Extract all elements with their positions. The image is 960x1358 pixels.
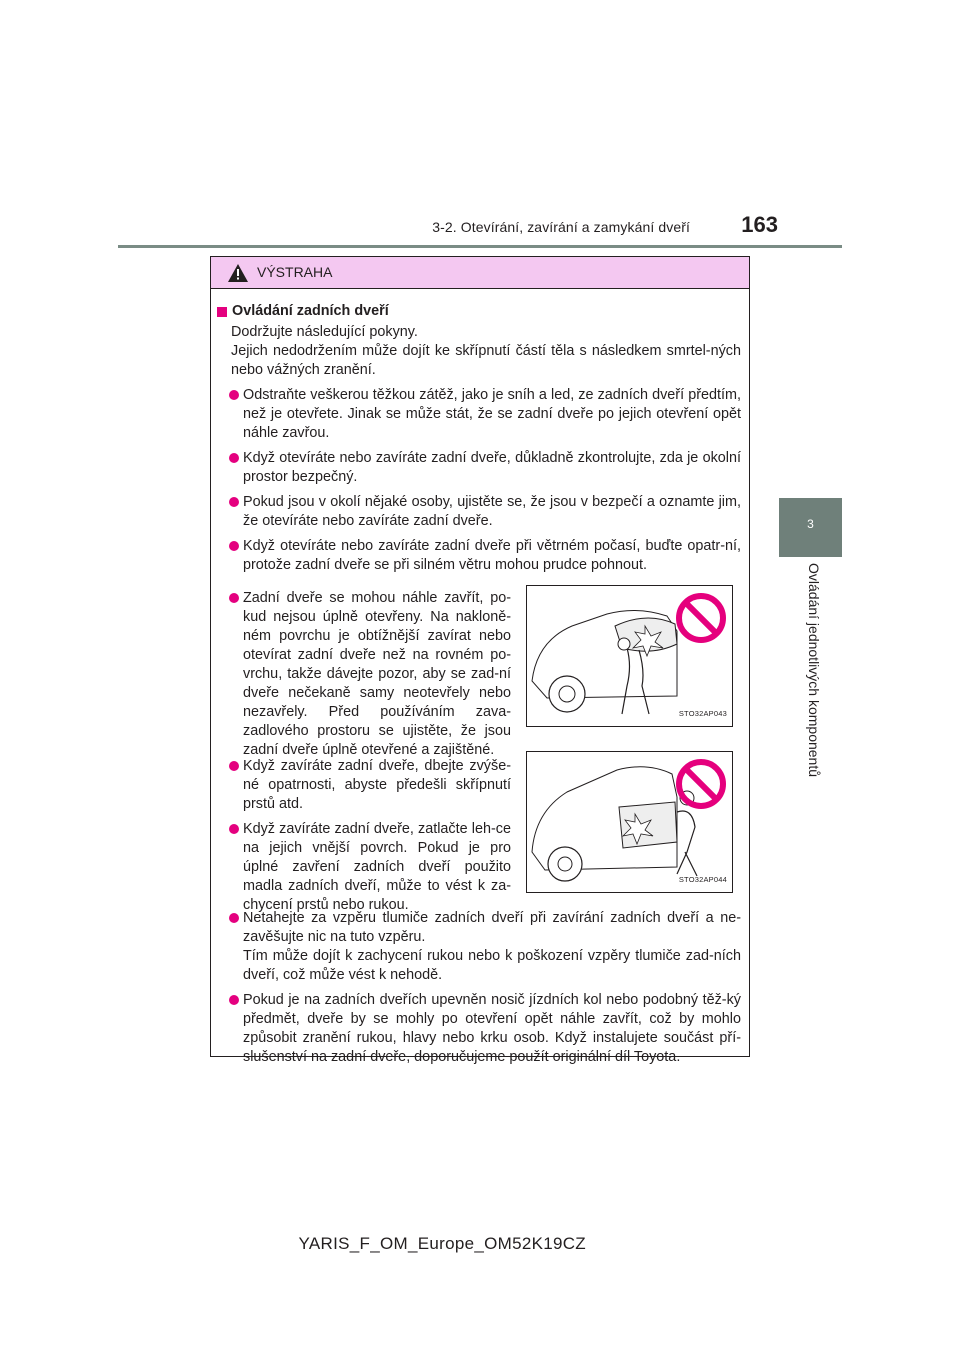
section-title-text: Ovládání zadních dveří — [232, 303, 389, 319]
list-item: Zadní dveře se mohou náhle zavřít, po-kud nejsou úplně otevřeny. Na nakloně-ném povrchu je obtížnější zavírat nebo otevírat zadní dveře než na rovném po-vrchu, takže dávejte pozor, aby se zad-ní dveře nečekaně samy neotevřely nebo nezavřely. Před používáním zava-zadlového prostoru se ujistěte, že jsou zadní dveře úplně otevřené a zajištěné. — [243, 590, 511, 758]
square-bullet-icon — [217, 307, 227, 317]
prohibition-icon — [679, 762, 723, 806]
document-code: YARIS_F_OM_Europe_OM52K19CZ — [298, 1234, 586, 1253]
page-number: 163 — [741, 212, 778, 237]
running-header: 3-2. Otevírání, zavírání a zamykání dveří — [432, 219, 690, 235]
list-item: Když zavíráte zadní dveře, dbejte zvýše-né opatrnosti, abyste předešli skřípnutí prstů atd. — [243, 758, 511, 812]
prohibition-icon — [679, 596, 723, 640]
figure-row-1 — [211, 589, 749, 758]
figure-1-illustration — [526, 585, 733, 727]
list-item: Když otevíráte nebo zavíráte zadní dveře při větrném počasí, buďte opatr-ní, protože zadní dveře se při silném větru mohou prudce pohnout. — [243, 538, 741, 573]
intro-line: Dodržujte následující pokyny. — [231, 324, 418, 340]
figure-row-2 — [211, 753, 749, 913]
figure-code: STO32AP043 — [678, 709, 727, 718]
list-item: Netahejte za vzpěru tlumiče zadních dveří při zavírání zadních dveří a ne-zavěšujte nic na tuto vzpěru. Tím může dojít k zachycení rukou nebo k poškození vzpěry tlumiče zad-ních dveří, což může vést k nehodě. — [243, 910, 741, 983]
warning-header — [211, 257, 749, 289]
intro-line: Jejich nedodržením může dojít ke skřípnutí částí těla s následkem smrtel-ných nebo vážných zranění. — [231, 343, 741, 378]
chapter-tab-label: Ovládání jednotlivých komponentů — [806, 563, 822, 778]
list-item: Když zavíráte zadní dveře, zatlačte leh-ce na jejich vnější povrch. Pokud je pro úplné zavření zadních dveří použito madla zadních dveří, může to vést k za-chycení prstů nebo rukou. — [243, 821, 511, 913]
figure-code: STO32AP044 — [678, 875, 727, 884]
figure-2-text — [211, 753, 511, 915]
list-item: Když otevíráte nebo zavíráte zadní dveře, důkladně zkontrolujte, zda je okolní prostor bezpečný. — [243, 450, 741, 485]
section-title — [217, 302, 749, 321]
chapter-tab — [779, 498, 842, 557]
warning-label: VÝSTRAHA — [257, 264, 333, 280]
list-item: Odstraňte veškerou těžkou zátěž, jako je sníh a led, ze zadních dveří předtím, než je otevřete. Jinak se může stát, že se zadní dveře po jejich otevření opět náhle zavřou. — [243, 387, 741, 441]
warning-triangle-icon — [228, 264, 248, 282]
list-item: Pokud jsou v okolí nějaké osoby, ujistěte se, že jsou v bezpečí a oznamte jim, že otevíráte nebo zavíráte zadní dveře. — [243, 494, 741, 529]
warning-content — [211, 302, 749, 1067]
header-rule — [118, 245, 842, 248]
chapter-tab-number: 3 — [807, 517, 814, 531]
figure-2-illustration — [526, 751, 733, 893]
figure-1-text — [211, 589, 511, 760]
warning-box — [210, 256, 750, 1065]
list-item: Pokud je na zadních dveřích upevněn nosič jízdních kol nebo podobný těž-ký předmět, dveře by se mohly po otevření opět náhle zavřít, což by mohlo způsobit zranění rukou, hlavy nebo krku osob. Když instalujete součást pří-slušenství na zadní dveře, doporučujeme použít originální díl Toyota. — [243, 992, 741, 1065]
